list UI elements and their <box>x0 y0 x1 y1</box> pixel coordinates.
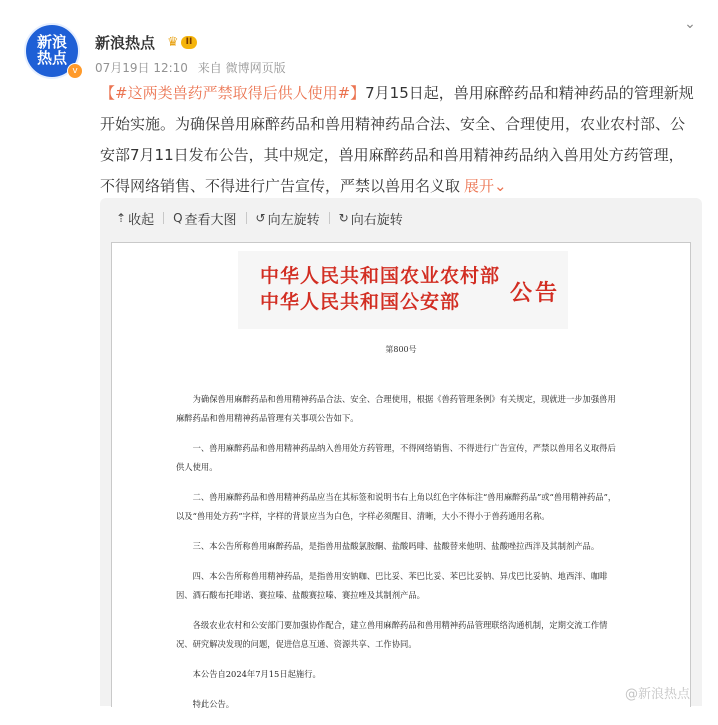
crown-icon: ♛ <box>167 34 179 50</box>
rotate-left-button[interactable] <box>256 209 320 228</box>
document-paragraph: 二、兽用麻醉药品和兽用精神药品应当在其标签和说明书右上角以红色字体标注“兽用麻醉药品”或“兽用精神药品”，以及“兽用处方药”字样，字样的背景应当为白色，字样必须醒目、清晰，大小不得小于兽药通用名称。 <box>176 492 617 521</box>
rotate-right-label: 向右旋转 <box>350 212 403 228</box>
post-meta <box>95 59 286 76</box>
search-icon: Q <box>173 211 183 225</box>
expand-button[interactable] <box>464 177 507 195</box>
avatar-text-top: 新浪 <box>36 33 67 52</box>
document-paragraph: 特此公告。 <box>192 699 235 709</box>
document-number: 第800号 <box>385 345 417 354</box>
document-body <box>176 390 621 725</box>
post-content <box>100 78 694 202</box>
announcement-image[interactable] <box>111 242 691 707</box>
document-title <box>260 263 500 315</box>
toolbar-divider <box>329 212 330 224</box>
document-paragraph: 各级农业农村和公安部门要加强协作配合，建立兽用麻醉药品和兽用精神药品管理联络沟通机制，定期交流工作情况、研究解决发现的问题，促进信息互通、资源共享、工作协同。 <box>176 620 608 649</box>
view-large-button[interactable] <box>173 209 236 228</box>
level-label: II <box>181 36 198 49</box>
document-notice-label: 公告 <box>510 280 561 306</box>
author-name[interactable]: 新浪热点 <box>95 34 156 52</box>
chevron-down-icon: ⌄ <box>494 177 507 195</box>
verified-icon: v <box>67 63 83 79</box>
post-time[interactable]: 07月19日 12:10 <box>95 61 188 75</box>
collapse-button[interactable] <box>116 209 154 228</box>
rotate-left-label: 向左旋转 <box>267 212 320 228</box>
post-body: 7月15日起，兽用麻醉药品和精神药品的管理新规开始实施。为确保兽用麻醉药品和兽用精神药品合法、安全、合理使用，农业农村部、公安部7月11日发布公告，其中规定，兽用麻醉药品和兽用精神药品纳入兽用处方药管理，不得网络销售、不得进行广告宣传，严禁以兽用名义取 <box>100 84 694 195</box>
post-source: 来自 微博网页版 <box>197 61 286 75</box>
topic-link[interactable]: 【#这两类兽药严禁取得后供人使用#】 <box>100 84 366 102</box>
expand-label: 展开 <box>464 177 495 195</box>
document-title-line-2: 中华人民共和国公安部 <box>260 291 461 313</box>
image-watermark: @新浪热点 <box>624 687 690 702</box>
image-viewer <box>100 198 702 709</box>
document-paragraph: 为确保兽用麻醉药品和兽用精神药品合法、安全、合理使用，根据《兽药管理条例》有关规定，现就进一步加强兽用麻醉药品和兽用精神药品管理有关事项公告如下。 <box>176 394 616 423</box>
toolbar-divider <box>163 212 164 224</box>
rotate-left-icon: ↺ <box>255 211 266 225</box>
document-paragraph: 一、兽用麻醉药品和兽用精神药品纳入兽用处方药管理，不得网络销售、不得进行广告宣传，严禁以兽用名义取得后供人使用。 <box>176 443 616 472</box>
rotate-right-icon: ↻ <box>338 211 349 225</box>
member-level-badge[interactable] <box>167 34 207 50</box>
document-paragraph: 三、本公告所称兽用麻醉药品，是指兽用盐酸氯胺酮、盐酸吗啡、盐酸替来他明、盐酸唑拉西泮及其制剂产品。 <box>192 541 600 551</box>
image-toolbar <box>116 209 403 227</box>
view-large-label: 查看大图 <box>184 212 237 228</box>
rotate-right-button[interactable] <box>339 209 403 228</box>
collapse-label: 收起 <box>128 212 155 228</box>
document-paragraph: 本公告自2024年7月15日起施行。 <box>192 669 321 679</box>
chevron-down-icon[interactable]: ⌄ <box>684 16 696 32</box>
toolbar-divider <box>246 212 247 224</box>
document-paragraph: 四、本公告所称兽用精神药品，是指兽用安钠咖、巴比妥、苯巴比妥、苯巴比妥钠、异戊巴比妥钠、地西泮、咖啡因、酒石酸布托啡诺、赛拉嗪、盐酸赛拉嗪、赛拉唑及其制剂产品。 <box>176 571 608 600</box>
avatar-text-bottom: 热点 <box>36 49 67 67</box>
collapse-icon: ⇡ <box>116 211 127 225</box>
document-title-line-1: 中华人民共和国农业农村部 <box>260 265 501 287</box>
